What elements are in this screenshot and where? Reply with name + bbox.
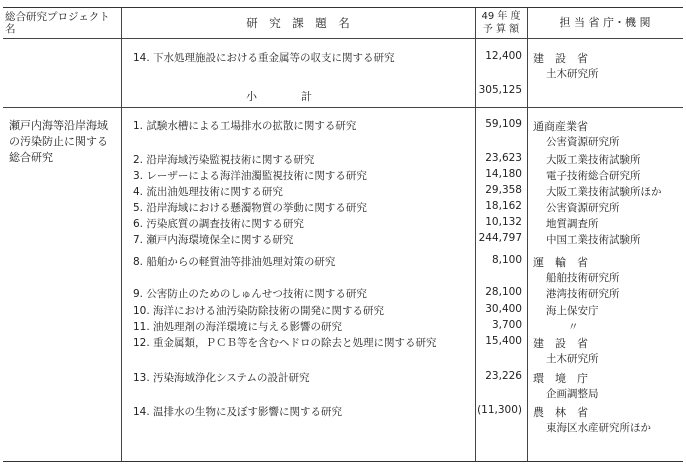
task-name: 9. 公害防止のためのしゅんせつ技術に関する研究: [133, 288, 367, 300]
task-name: 12. 重金属類，ＰＣＢ等を含むヘドロの除去と処理に関する研究: [133, 337, 437, 349]
institute-name: 公害資源研究所: [546, 202, 620, 214]
institute-name: 公害資源研究所: [546, 136, 620, 148]
section-rule: [3, 107, 683, 108]
task-name: 7. 瀬戸内海環境保全に関する研究: [133, 234, 294, 246]
ministry-name: 農 林 省: [533, 406, 588, 419]
header-rule: [3, 38, 683, 39]
institute-name: 中国工業技術試験所: [546, 234, 641, 246]
header-task: 研 究 課 題 名: [246, 16, 350, 30]
budget-value: 10,132: [485, 216, 522, 228]
research-budget-table: [3, 7, 683, 462]
task-name: 11. 油処理剤の海洋環境に与える影響の研究: [133, 321, 343, 333]
header-project: 総合研究プロジェクト名: [5, 11, 110, 35]
budget-value: 14,180: [485, 168, 522, 180]
budget-value: (11,300): [477, 404, 522, 416]
header-budget-line1: 49 年 度: [481, 11, 521, 22]
budget-value: 12,400: [485, 50, 522, 62]
budget-value: 3,700: [491, 319, 522, 331]
project-name: 瀬戸内海等沿岸海域の汚染防止に関する総合研究: [9, 119, 108, 164]
institute-name: 東海区水産研究所ほか: [546, 422, 651, 434]
task-name: 8. 船舶からの軽質油等排油処理対策の研究: [133, 256, 336, 268]
budget-value: 23,623: [485, 152, 522, 164]
institute-name: 海上保安庁: [546, 305, 599, 317]
institute-name: 〃: [568, 321, 579, 333]
budget-value: 23,226: [485, 370, 522, 382]
header-agency: 担 当 省 庁・機 関: [559, 16, 651, 29]
institute-name: 企画調整局: [546, 388, 599, 400]
institute-name: 大阪工業技術試験所: [546, 154, 641, 166]
budget-value: 8,100: [491, 254, 522, 266]
ministry-name: 運 輸 省: [533, 256, 588, 269]
institute-name: 船舶技術研究所: [546, 272, 620, 284]
institute-name: 大阪工業技術試験所ほか: [546, 186, 662, 198]
institute-name: 土木研究所: [546, 353, 599, 365]
budget-value: 28,100: [485, 286, 522, 298]
task-name: 4. 流出油処理技術に関する研究: [133, 186, 283, 198]
task-name: 14. 下水処理施設における重金属等の収支に関する研究: [133, 52, 395, 64]
budget-value: 30,400: [485, 303, 522, 315]
task-name: 5. 沿岸海域における懸濁物質の挙動に関する研究: [133, 202, 367, 214]
task-name: 14. 温排水の生物に及ぼす影響に関する研究: [133, 406, 343, 418]
column-divider: [527, 8, 528, 461]
task-name: 13. 汚染海域浄化システムの設計研究: [133, 372, 310, 384]
ministry-name: 通商産業省: [533, 120, 588, 133]
subtotal-label: 小 計: [246, 90, 312, 103]
task-name: 3. レーザーによる海洋油濁監視技術に関する研究: [133, 170, 367, 182]
subtotal-value: 305,125: [478, 84, 522, 96]
institute-name: 地質調査所: [546, 218, 599, 230]
task-name: 1. 試験水槽による工場排水の拡散に関する研究: [133, 120, 357, 132]
budget-value: 18,162: [485, 200, 522, 212]
budget-value: 244,797: [478, 232, 522, 244]
budget-value: 15,400: [485, 335, 522, 347]
task-name: 10. 海洋における油汚染防除技術の開発に関する研究: [133, 305, 385, 317]
ministry-name: 環 境 庁: [533, 372, 588, 385]
ministry-name: 建 設 省: [533, 52, 588, 65]
header-budget-line2: 予 算 額: [482, 24, 520, 35]
budget-value: 59,109: [485, 118, 522, 130]
budget-value: 29,358: [485, 184, 522, 196]
column-divider: [121, 8, 122, 461]
ministry-name: 建 設 省: [533, 337, 588, 350]
task-name: 6. 汚染底質の調査技術に関する研究: [133, 218, 304, 230]
institute-name: 電子技術総合研究所: [546, 170, 641, 182]
institute-name: 土木研究所: [546, 68, 599, 80]
institute-name: 港湾技術研究所: [546, 288, 620, 300]
task-name: 2. 沿岸海域汚染監視技術に関する研究: [133, 154, 315, 166]
